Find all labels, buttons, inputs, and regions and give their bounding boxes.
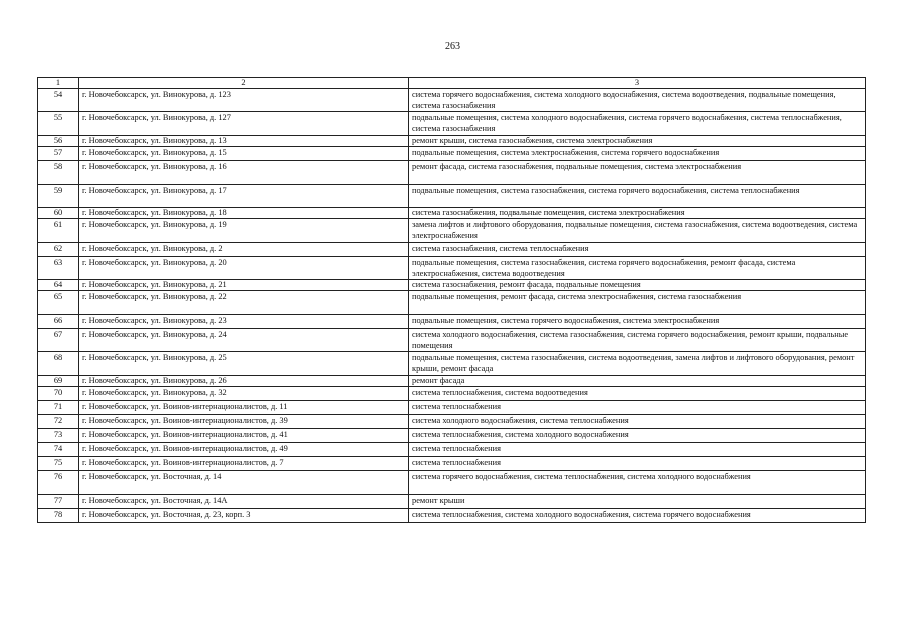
row-works: ремонт крыши, система газоснабжения, система электроснабжения xyxy=(409,136,866,147)
row-address: г. Новочебоксарск, ул. Воинов-интернационалистов, д. 7 xyxy=(79,457,409,471)
row-address: г. Новочебоксарск, ул. Винокурова, д. 15 xyxy=(79,147,409,161)
table-row xyxy=(38,136,866,147)
row-number: 54 xyxy=(38,89,79,112)
column-address-header: 2 xyxy=(79,78,409,89)
table-row xyxy=(38,315,866,329)
row-works: система газоснабжения, ремонт фасада, подвальные помещения xyxy=(409,280,866,291)
row-works: система горячего водоснабжения, система теплоснабжения, система холодного водоснабжения xyxy=(409,471,866,495)
table-row xyxy=(38,208,866,219)
row-address: г. Новочебоксарск, ул. Винокурова, д. 19 xyxy=(79,219,409,243)
row-works: подвальные помещения, система газоснабжения, система водоотведения, замена лифтов и лифтового оборудования, ремонт крыши, ремонт фасада xyxy=(409,352,866,376)
row-works: система горячего водоснабжения, система холодного водоснабжения, система водоотведения, подвальные помещения, система газоснабжения xyxy=(409,89,866,112)
row-number: 70 xyxy=(38,387,79,401)
row-address: г. Новочебоксарск, ул. Восточная, д. 23, корп. 3 xyxy=(79,509,409,523)
row-works: подвальные помещения, система электроснабжения, система горячего водоснабжения xyxy=(409,147,866,161)
row-works: подвальные помещения, ремонт фасада, система электроснабжения, система газоснабжения xyxy=(409,291,866,315)
row-number: 60 xyxy=(38,208,79,219)
table-row xyxy=(38,509,866,523)
table-row xyxy=(38,112,866,136)
row-address: г. Новочебоксарск, ул. Воинов-интернационалистов, д. 41 xyxy=(79,429,409,443)
column-number-header: 1 xyxy=(38,78,79,89)
row-works: ремонт фасада xyxy=(409,376,866,387)
page-number: 263 xyxy=(445,41,460,52)
row-number: 59 xyxy=(38,185,79,208)
row-number: 64 xyxy=(38,280,79,291)
table-row xyxy=(38,443,866,457)
row-number: 74 xyxy=(38,443,79,457)
row-address: г. Новочебоксарск, ул. Винокурова, д. 123 xyxy=(79,89,409,112)
row-number: 56 xyxy=(38,136,79,147)
row-works: система теплоснабжения, система водоотведения xyxy=(409,387,866,401)
table-row xyxy=(38,401,866,415)
table-header-row xyxy=(38,78,866,89)
column-works-header: 3 xyxy=(409,78,866,89)
row-number: 63 xyxy=(38,257,79,280)
row-address: г. Новочебоксарск, ул. Винокурова, д. 18 xyxy=(79,208,409,219)
row-address: г. Новочебоксарск, ул. Винокурова, д. 32 xyxy=(79,387,409,401)
row-works: подвальные помещения, система холодного водоснабжения, система горячего водоснабжения, система теплоснабжения, система газоснабжения xyxy=(409,112,866,136)
row-address: г. Новочебоксарск, ул. Винокурова, д. 24 xyxy=(79,329,409,352)
row-number: 71 xyxy=(38,401,79,415)
row-number: 58 xyxy=(38,161,79,185)
row-address: г. Новочебоксарск, ул. Винокурова, д. 17 xyxy=(79,185,409,208)
row-number: 57 xyxy=(38,147,79,161)
row-address: г. Новочебоксарск, ул. Винокурова, д. 26 xyxy=(79,376,409,387)
row-works: ремонт крыши xyxy=(409,495,866,509)
row-number: 61 xyxy=(38,219,79,243)
row-works: система газоснабжения, система теплоснабжения xyxy=(409,243,866,257)
row-address: г. Новочебоксарск, ул. Восточная, д. 14А xyxy=(79,495,409,509)
row-works: подвальные помещения, система газоснабжения, система горячего водоснабжения, ремонт фасада, система электроснабжения, система водоотведения xyxy=(409,257,866,280)
row-address: г. Новочебоксарск, ул. Воинов-интернационалистов, д. 39 xyxy=(79,415,409,429)
table-row xyxy=(38,219,866,243)
row-number: 69 xyxy=(38,376,79,387)
table-row xyxy=(38,243,866,257)
row-works: система теплоснабжения, система холодного водоснабжения, система горячего водоснабжения xyxy=(409,509,866,523)
table-row xyxy=(38,495,866,509)
row-address: г. Новочебоксарск, ул. Винокурова, д. 127 xyxy=(79,112,409,136)
row-number: 68 xyxy=(38,352,79,376)
row-works: система теплоснабжения, система холодного водоснабжения xyxy=(409,429,866,443)
row-works: подвальные помещения, система горячего водоснабжения, система электроснабжения xyxy=(409,315,866,329)
row-number: 62 xyxy=(38,243,79,257)
table-row xyxy=(38,352,866,376)
row-address: г. Новочебоксарск, ул. Восточная, д. 14 xyxy=(79,471,409,495)
row-number: 75 xyxy=(38,457,79,471)
row-number: 73 xyxy=(38,429,79,443)
row-number: 66 xyxy=(38,315,79,329)
row-works: система теплоснабжения xyxy=(409,401,866,415)
row-works: система теплоснабжения xyxy=(409,457,866,471)
row-works: система газоснабжения, подвальные помещения, система электроснабжения xyxy=(409,208,866,219)
buildings-works-table xyxy=(37,77,866,523)
row-address: г. Новочебоксарск, ул. Винокурова, д. 16 xyxy=(79,161,409,185)
row-address: г. Новочебоксарск, ул. Винокурова, д. 2 xyxy=(79,243,409,257)
row-number: 65 xyxy=(38,291,79,315)
row-address: г. Новочебоксарск, ул. Винокурова, д. 22 xyxy=(79,291,409,315)
table-row xyxy=(38,429,866,443)
row-address: г. Новочебоксарск, ул. Воинов-интернационалистов, д. 49 xyxy=(79,443,409,457)
table-row xyxy=(38,147,866,161)
table-row xyxy=(38,387,866,401)
table-row xyxy=(38,161,866,185)
row-number: 67 xyxy=(38,329,79,352)
row-works: система холодного водоснабжения, система газоснабжения, система горячего водоснабжения, ремонт крыши, подвальные помещения xyxy=(409,329,866,352)
table-row xyxy=(38,280,866,291)
row-address: г. Новочебоксарск, ул. Винокурова, д. 21 xyxy=(79,280,409,291)
row-number: 78 xyxy=(38,509,79,523)
row-number: 76 xyxy=(38,471,79,495)
table-row xyxy=(38,457,866,471)
row-address: г. Новочебоксарск, ул. Винокурова, д. 23 xyxy=(79,315,409,329)
row-works: замена лифтов и лифтового оборудования, подвальные помещения, система газоснабжения, система водоотведения, система электроснабжения xyxy=(409,219,866,243)
table-row xyxy=(38,415,866,429)
table-row xyxy=(38,376,866,387)
row-works: система холодного водоснабжения, система теплоснабжения xyxy=(409,415,866,429)
row-works: система теплоснабжения xyxy=(409,443,866,457)
table-row xyxy=(38,185,866,208)
table-row xyxy=(38,329,866,352)
row-number: 55 xyxy=(38,112,79,136)
row-address: г. Новочебоксарск, ул. Винокурова, д. 25 xyxy=(79,352,409,376)
table-row xyxy=(38,471,866,495)
table-row xyxy=(38,291,866,315)
row-address: г. Новочебоксарск, ул. Воинов-интернационалистов, д. 11 xyxy=(79,401,409,415)
row-address: г. Новочебоксарск, ул. Винокурова, д. 13 xyxy=(79,136,409,147)
row-number: 77 xyxy=(38,495,79,509)
row-works: ремонт фасада, система газоснабжения, подвальные помещения, система электроснабжения xyxy=(409,161,866,185)
table-row xyxy=(38,89,866,112)
row-number: 72 xyxy=(38,415,79,429)
table-row xyxy=(38,257,866,280)
row-works: подвальные помещения, система газоснабжения, система горячего водоснабжения, система теплоснабжения xyxy=(409,185,866,208)
row-address: г. Новочебоксарск, ул. Винокурова, д. 20 xyxy=(79,257,409,280)
